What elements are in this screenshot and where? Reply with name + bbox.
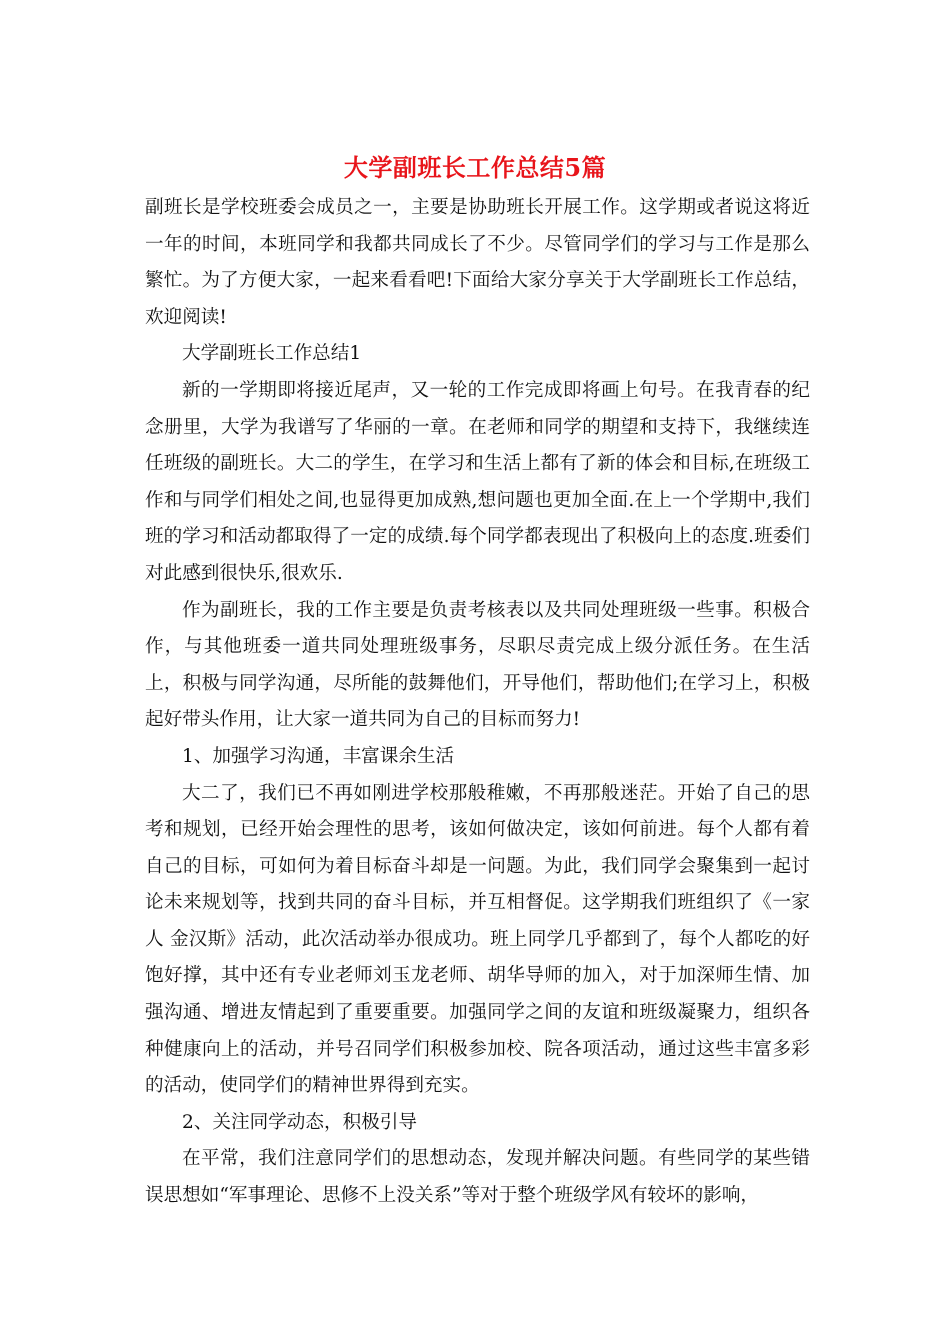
document-body (145, 190, 810, 1215)
section-heading: 1、加强学习沟通，丰富课余生活 (182, 745, 455, 767)
body-paragraph: 大二了，我们已不再如刚进学校那般稚嫩，不再那般迷茫。开始了自己的思考和规划，已经开始会理性的思考，该如何做决定，该如何前进。每个人都有着自己的目标，可如何为着目标奋斗却是一问题。为此，我们同学会聚集到一起讨论未来规划等，找到共同的奋斗目标，并互相督促。这学期我们班组织了《一家人 金汉斯》活动，此次活动举办很成功。班上同学几乎都到了，每个人都吃的好饱好撑，其中还有专业老师刘玉龙老师、胡华导师的加入，对于加深师生情、加强沟通、增进友情起到了重要重要。加强同学之间的友谊和班级凝聚力，组织各种健康向上的活动，并号召同学们积极参加校、院各项活动，通过这些丰富多彩的活动，使同学们的精神世界得到充实。 (145, 782, 810, 1097)
body-paragraph: 新的一学期即将接近尾声，又一轮的工作完成即将画上句号。在我青春的纪念册里，大学为我谱写了华丽的一章。在老师和同学的期望和支持下，我继续连任班级的副班长。大二的学生，在学习和生活上都有了新的体会和目标,在班级工作和与同学们相处之间,也显得更加成熟,想问题也更加全面.在上一个学期中,我们班的学习和活动都取得了一定的成绩.每个同学都表现出了积极向上的态度.班委们对此感到很快乐,很欢乐. (145, 379, 810, 584)
body-paragraph: 在平常，我们注意同学们的思想动态，发现并解决问题。有些同学的某些错误思想如“军事理论、思修不上没关系”等对于整个班级学风有较坏的影响， (145, 1148, 810, 1207)
intro-paragraph: 副班长是学校班委会成员之一，主要是协助班长开展工作。这学期或者说这将近一年的时间，本班同学和我都共同成长了不少。尽管同学们的学习与工作是那么繁忙。为了方便大家，一起来看看吧!下面给大家分享关于大学副班长工作总结，欢迎阅读! (145, 197, 810, 328)
section-heading: 大学副班长工作总结1 (182, 343, 362, 365)
section-heading: 2、关注同学动态，积极引导 (182, 1111, 417, 1133)
document-title: 大学副班长工作总结5篇 (343, 153, 607, 182)
body-paragraph: 作为副班长，我的工作主要是负责考核表以及共同处理班级一些事。积极合作，与其他班委一道共同处理班级事务，尽职尽责完成上级分派任务。在生活上，积极与同学沟通，尽所能的鼓舞他们，开导他们，帮助他们;在学习上，积极起好带头作用，让大家一道共同为自己的目标而努力! (145, 599, 810, 731)
